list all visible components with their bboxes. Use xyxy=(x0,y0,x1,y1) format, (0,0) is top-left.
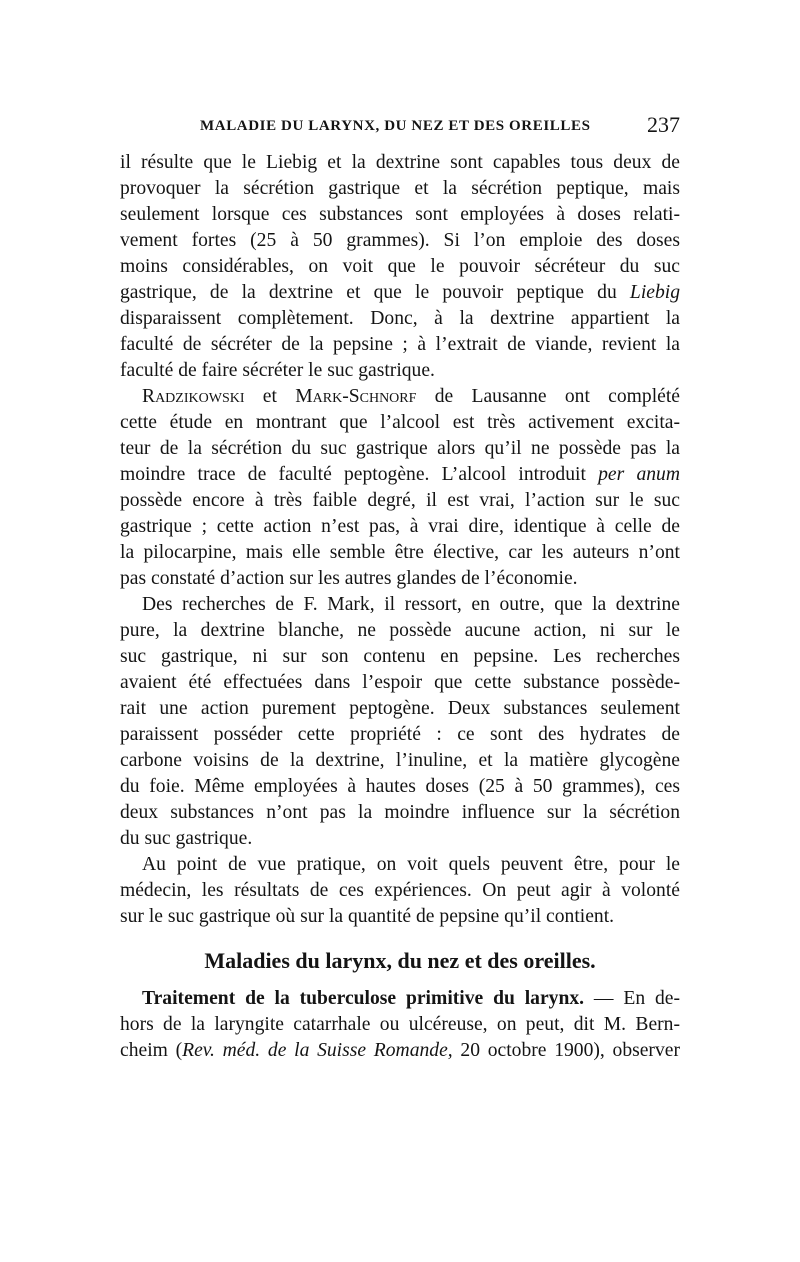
text-line: provoquer la sécrétion gastrique et la sécrétion peptique, mais xyxy=(120,178,680,199)
text-line: du suc gastrique. xyxy=(120,828,253,849)
text-line xyxy=(120,280,680,306)
text-line: avaient été effectuées dans l’espoir que cette substance possède- xyxy=(120,672,680,693)
text-fragment: moindre trace de faculté peptogène. L’alcool introduit xyxy=(120,464,599,485)
text-fragment: de Lausanne ont complété xyxy=(416,386,680,407)
text-line: gastrique ; cette action n’est pas, à vrai dire, identique à celle de xyxy=(120,516,680,537)
section-heading: Maladies du larynx, du nez et des oreilles. xyxy=(204,948,596,973)
text-line: Des recherches de F. Mark, il ressort, en outre, que la dextrine xyxy=(142,594,680,615)
text-line: paraissent posséder cette propriété : ce sont des hydrates de xyxy=(120,724,680,745)
text-line: possède encore à très faible degré, il est vrai, l’action sur le suc xyxy=(120,490,680,511)
text-fragment: gastrique, de la dextrine et que le pouvoir peptique du xyxy=(120,282,630,303)
text-line: cette étude en montrant que l’alcool est très activement excita- xyxy=(120,412,680,433)
text-fragment: cheim ( xyxy=(120,1040,183,1061)
text-line: vement fortes (25 à 50 grammes). Si l’on emploie des doses xyxy=(120,230,680,251)
author-name: Radzikowski xyxy=(142,386,245,407)
text-line: pas constaté d’action sur les autres glandes de l’économie. xyxy=(120,568,578,589)
text-line: carbone voisins de la dextrine, l’inuline, et la matière glycogène xyxy=(120,750,680,771)
section-paragraph xyxy=(120,986,680,1064)
text-line: disparaissent complètement. Donc, à la dextrine appartient la xyxy=(120,308,680,329)
text-line: suc gastrique, ni sur son contenu en pepsine. Les recherches xyxy=(120,646,680,667)
text-line: pure, la dextrine blanche, ne possède aucune action, ni sur le xyxy=(120,620,680,641)
text-line: deux substances n’ont pas la moindre influence sur la sécrétion xyxy=(120,802,680,823)
text-line xyxy=(120,986,680,1012)
paragraph-1 xyxy=(120,150,680,384)
citation: Rev. méd. de la Suisse Romande, xyxy=(182,1040,453,1061)
italic-term: per anum xyxy=(598,464,680,485)
body-text xyxy=(120,150,680,1064)
paragraph-3 xyxy=(120,592,680,852)
text-line xyxy=(120,384,680,410)
text-line: faculté de faire sécréter le suc gastrique. xyxy=(120,360,435,381)
paragraph-2 xyxy=(120,384,680,592)
italic-term: Liebig xyxy=(629,282,680,303)
subheading: Traitement de la tuberculose primitive du larynx. xyxy=(142,988,585,1009)
text-fragment: et xyxy=(244,386,296,407)
text-line: rait une action purement peptogène. Deux substances seulement xyxy=(120,698,680,719)
text-line: teur de la sécrétion du suc gastrique alors qu’il ne possède pas la xyxy=(120,438,680,459)
running-title: MALADIE DU LARYNX, DU NEZ ET DES OREILLES xyxy=(200,118,591,134)
text-line: Au point de vue pratique, on voit quels peuvent être, pour le xyxy=(142,854,680,875)
text-line: moins considérables, on voit que le pouvoir sécréteur du suc xyxy=(120,256,680,277)
page-number: 237 xyxy=(647,112,680,137)
text-line: faculté de sécréter de la pepsine ; à l’extrait de viande, revient la xyxy=(120,334,680,355)
author-name: Mark-Schnorf xyxy=(295,386,417,407)
text-line xyxy=(120,462,680,488)
text-fragment: — En de- xyxy=(584,988,680,1009)
text-line xyxy=(120,1038,680,1064)
text-line: hors de la laryngite catarrhale ou ulcéreuse, on peut, dit M. Bern- xyxy=(120,1014,680,1035)
text-fragment: 20 octobre 1900), observer xyxy=(452,1040,680,1061)
text-line: du foie. Même employées à hautes doses (25 à 50 grammes), ces xyxy=(120,776,680,797)
text-line: médecin, les résultats de ces expériences. On peut agir à volonté xyxy=(120,880,680,901)
text-line: seulement lorsque ces substances sont employées à doses relati- xyxy=(120,204,680,225)
paragraph-4 xyxy=(120,852,680,930)
text-line: la pilocarpine, mais elle semble être élective, car les auteurs n’ont xyxy=(120,542,680,563)
running-head xyxy=(120,112,682,140)
text-line: il résulte que le Liebig et la dextrine sont capables tous deux de xyxy=(120,152,680,173)
text-line: sur le suc gastrique où sur la quantité de pepsine qu’il contient. xyxy=(120,906,615,927)
